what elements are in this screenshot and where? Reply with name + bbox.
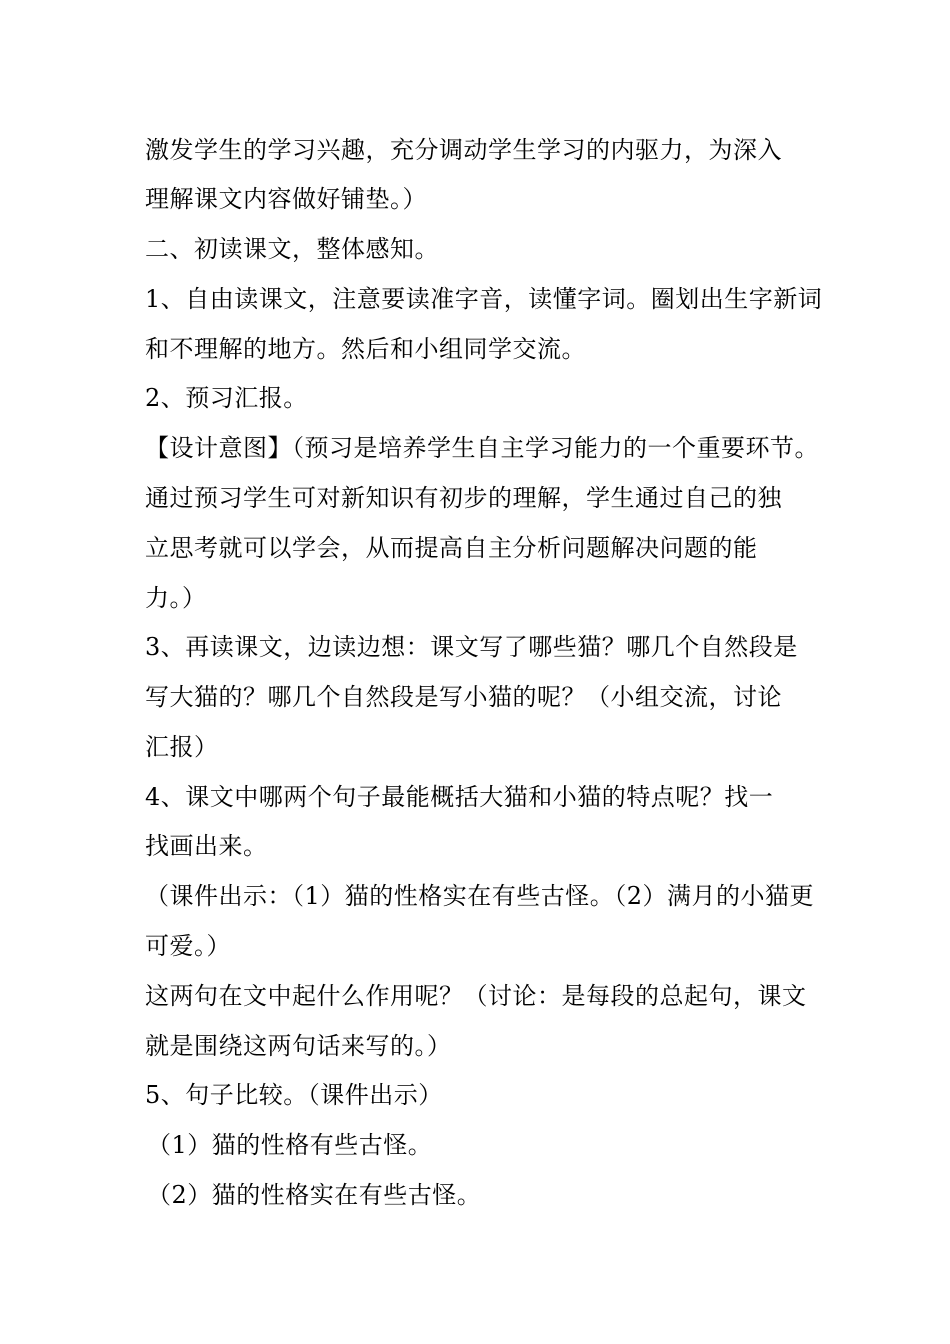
text-line: （课件出示：（1）猫的性格实在有些古怪。（2）满月的小猫更 (145, 882, 815, 910)
text-line: 1、自由读课文，注意要读准字音，读懂字词。圈划出生字新词 (145, 285, 823, 313)
text-line: 力。） (145, 584, 207, 612)
text-line: 立思考就可以学会，从而提高自主分析问题解决问题的能 (145, 534, 758, 562)
text-line: 激发学生的学习兴趣，充分调动学生学习的内驱力，为深入 (145, 136, 782, 164)
section-heading: 二、初读课文，整体感知。 (145, 235, 439, 263)
text-line: 这两句在文中起什么作用呢？（讨论：是每段的总起句，课文 (145, 982, 807, 1010)
text-line: 4、课文中哪两个句子最能概括大猫和小猫的特点呢？找一 (145, 783, 774, 811)
text-line: 和不理解的地方。然后和小组同学交流。 (145, 335, 586, 363)
text-line: 2、预习汇报。 (145, 384, 308, 412)
text-line: 3、再读课文，边读边想：课文写了哪些猫？哪几个自然段是 (145, 633, 798, 661)
text-line: （2）猫的性格实在有些古怪。 (147, 1181, 482, 1209)
text-line: （1）猫的性格有些古怪。 (147, 1131, 433, 1159)
text-line: 5、句子比较。（课件出示） (145, 1081, 443, 1109)
text-line: 写大猫的？哪几个自然段是写小猫的呢？（小组交流，讨论 (145, 683, 782, 711)
text-line: 就是围绕这两句话来写的。） (145, 1032, 452, 1060)
text-line: 理解课文内容做好铺垫。） (145, 185, 427, 213)
text-line: 【设计意图】（预习是培养学生自主学习能力的一个重要环节。 (145, 434, 819, 462)
text-line: 可爱。） (145, 932, 231, 960)
text-line: 找画出来。 (145, 832, 268, 860)
text-line: 通过预习学生可对新知识有初步的理解，学生通过自己的独 (145, 484, 782, 512)
text-line: 汇报） (145, 733, 219, 761)
